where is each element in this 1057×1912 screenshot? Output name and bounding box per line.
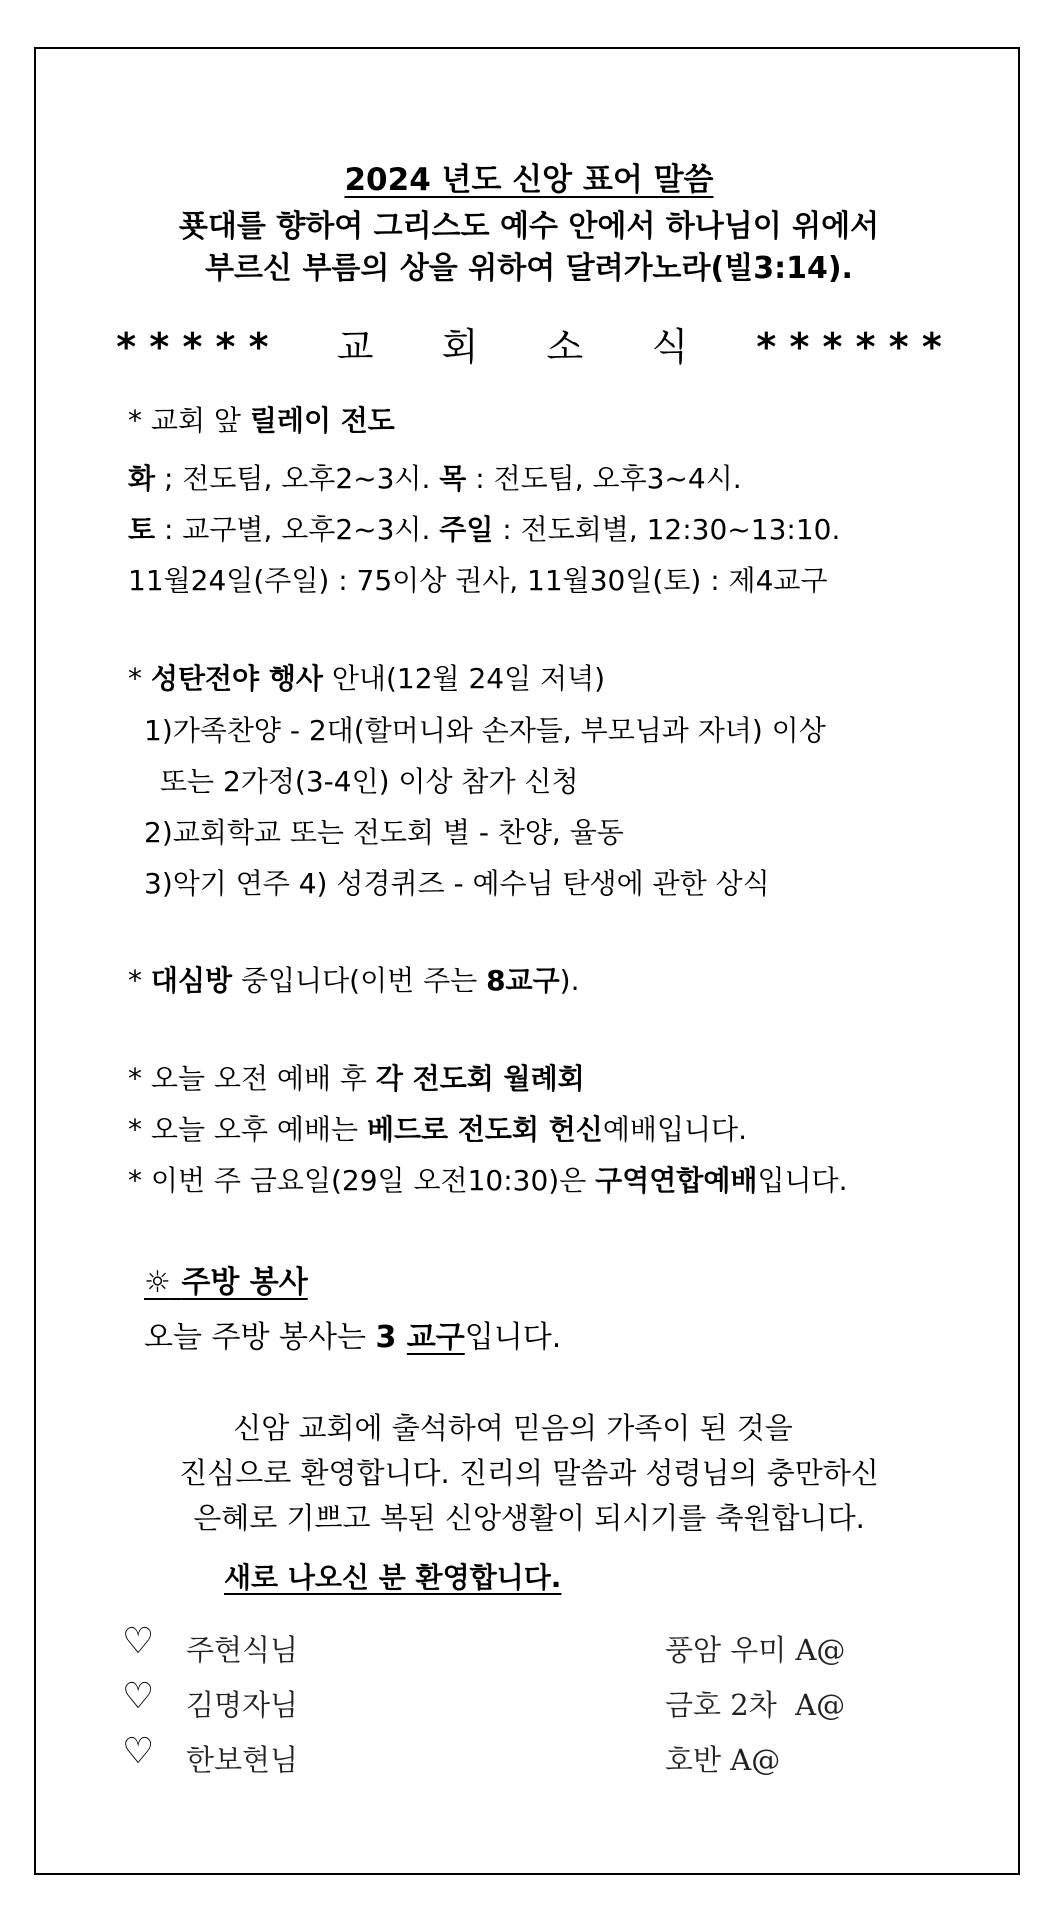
notice-text: * 이번 주 금요일(29일 오전10:30)은 xyxy=(128,1164,596,1197)
schedule-text: ; 전도팀, 오후2~3시. xyxy=(155,462,440,495)
kitchen-text: 입니다. xyxy=(464,1320,562,1355)
christmas-item-3: 3)악기 연주 4) 성경퀴즈 - 예수님 탄생에 관한 상식 xyxy=(144,867,770,900)
newcomer-row xyxy=(122,1731,154,1772)
relay-row-2 xyxy=(128,508,840,548)
verse-line-1: 푯대를 향하여 그리스도 예수 안에서 하나님이 위에서 xyxy=(178,209,880,244)
relay-title: 릴레이 전도 xyxy=(249,404,395,437)
visit-group: 8교구 xyxy=(486,964,560,997)
christmas-bullet: * xyxy=(128,662,151,695)
kitchen-heading-underlined xyxy=(144,1265,308,1300)
kitchen-number: 3 xyxy=(375,1320,407,1355)
notice-text: * 오늘 오전 예배 후 xyxy=(128,1062,376,1095)
christmas-rest: 안내(12월 24일 저녁) xyxy=(322,662,606,695)
today-line-3 xyxy=(128,1159,848,1199)
kitchen-line xyxy=(144,1312,561,1356)
title-text: 2024 년도 신앙 표어 말씀 xyxy=(344,162,714,198)
notice-bold: 구역연합예배 xyxy=(595,1164,758,1197)
notice-text: * 오늘 오후 예배는 xyxy=(128,1113,367,1146)
newcomer-row xyxy=(122,1621,154,1662)
welcome-line-3: 은혜로 기쁘고 복된 신앙생활이 되시기를 축원합니다. xyxy=(193,1501,865,1535)
news-header xyxy=(36,316,1022,371)
heart-icon: ♡ xyxy=(122,1676,155,1717)
day-label: 토 xyxy=(128,513,156,546)
heart-icon: ♡ xyxy=(122,1731,155,1772)
newcomer-name: 주현식님 xyxy=(186,1633,299,1667)
relay-heading xyxy=(128,399,395,439)
relay-row-1 xyxy=(128,457,742,497)
notice-text: 입니다. xyxy=(656,1113,747,1146)
today-line-2 xyxy=(128,1108,747,1148)
christmas-item-2: 2)교회학교 또는 전도회 별 - 찬양, 율동 xyxy=(144,816,624,849)
sun-icon: ☼ xyxy=(144,1265,171,1300)
newcomer-address: 호반 A@ xyxy=(665,1743,781,1777)
visit-end: ). xyxy=(559,964,580,997)
stars-left: * * * * * xyxy=(116,325,269,369)
christmas-item-1a: 1)가족찬양 - 2대(할머니와 손자들, 부모님과 자녀) 이상 xyxy=(144,714,826,747)
christmas-title: 성탄전야 행사 xyxy=(150,662,323,695)
newcomer-name: 한보현님 xyxy=(186,1743,299,1777)
newcomer-address: 풍암 우미 A@ xyxy=(665,1633,846,1667)
christmas-heading xyxy=(128,657,605,697)
visit-middle: 중입니다(이번 주는 xyxy=(232,964,487,997)
newcomer-heading-text: 새로 나오신 분 환영합니다. xyxy=(224,1561,562,1594)
visit-title: 대심방 xyxy=(150,964,233,997)
newcomer-name: 김명자님 xyxy=(186,1688,299,1722)
news-char: 회 xyxy=(441,325,479,369)
relay-bullet: * 교회 앞 xyxy=(128,404,250,437)
bulletin-frame xyxy=(34,47,1020,1875)
day-label: 목 xyxy=(439,462,467,495)
christmas-item-1b: 또는 2가정(3-4인) 이상 참가 신청 xyxy=(160,765,579,798)
heart-icon: ♡ xyxy=(122,1621,155,1662)
schedule-text: : 교구별, 오후2~3시. xyxy=(155,513,440,546)
day-label: 주일 xyxy=(439,513,494,546)
visit-bullet: * xyxy=(128,964,151,997)
newcomer-row xyxy=(122,1676,154,1717)
schedule-text: : 전도회별, 12:30~13:10. xyxy=(493,513,841,546)
day-label: 화 xyxy=(128,462,156,495)
notice-text: 입니다. xyxy=(757,1164,848,1197)
stars-right: * * * * * * xyxy=(756,325,942,369)
page-title xyxy=(36,154,1022,199)
kitchen-text: 오늘 주방 봉사는 xyxy=(144,1320,376,1355)
news-char: 식 xyxy=(651,325,689,369)
verse-line-2: 부르신 부름의 상을 위하여 달려가노라(빌3:14). xyxy=(205,251,853,286)
kitchen-heading xyxy=(144,1257,308,1301)
news-char: 소 xyxy=(546,325,584,369)
notice-text: 예배 xyxy=(602,1113,657,1146)
news-char: 교 xyxy=(336,325,374,369)
kitchen-title: 주방 봉사 xyxy=(181,1265,308,1300)
relay-row-3: 11월24일(주일) : 75이상 권사, 11월30일(토) : 제4교구 xyxy=(128,564,828,597)
schedule-text: : 전도팀, 오후3~4시. xyxy=(466,462,742,495)
kitchen-group: 교구 xyxy=(406,1320,465,1355)
newcomer-address: 금호 2차 A@ xyxy=(665,1688,846,1722)
notice-bold: 각 전도회 월례회 xyxy=(375,1062,585,1095)
notice-bold: 베드로 전도회 헌신 xyxy=(366,1113,603,1146)
today-line-1 xyxy=(128,1057,585,1097)
welcome-line-1: 신암 교회에 출석하여 믿음의 가족이 된 것을 xyxy=(233,1411,793,1445)
welcome-line-2: 진심으로 환영합니다. 진리의 말씀과 성령님의 충만하신 xyxy=(179,1456,879,1490)
visit-line xyxy=(128,959,580,999)
newcomer-heading xyxy=(224,1556,561,1596)
